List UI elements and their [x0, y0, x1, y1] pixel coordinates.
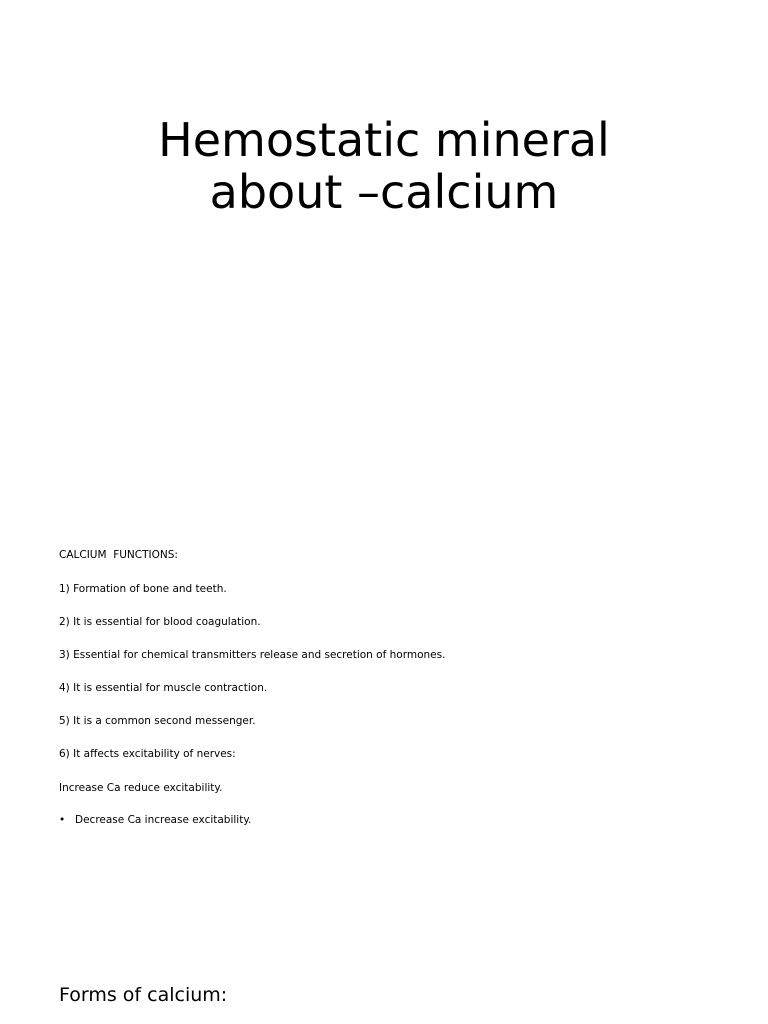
function-item-2: 2) It is essential for blood coagulation.	[59, 616, 261, 628]
title-line-1: Hemostatic mineral	[158, 113, 610, 167]
excitability-note: Increase Ca reduce excitability.	[59, 782, 223, 794]
function-item-1: 1) Formation of bone and teeth.	[59, 583, 227, 595]
functions-heading: CALCIUM FUNCTIONS:	[59, 549, 178, 561]
bullet-icon: •	[59, 814, 66, 826]
bullet-text: Decrease Ca increase excitability.	[75, 814, 252, 826]
page-title	[0, 114, 768, 218]
function-item-3: 3) Essential for chemical transmitters release and secretion of hormones.	[59, 649, 446, 661]
title-line-2: about –calcium	[209, 165, 559, 219]
function-item-6: 6) It affects excitability of nerves:	[59, 748, 236, 760]
forms-heading: Forms of calcium:	[59, 984, 228, 1006]
function-item-4: 4) It is essential for muscle contraction.	[59, 682, 268, 694]
bullet-list-item	[59, 813, 251, 827]
function-item-5: 5) It is a common second messenger.	[59, 715, 256, 727]
